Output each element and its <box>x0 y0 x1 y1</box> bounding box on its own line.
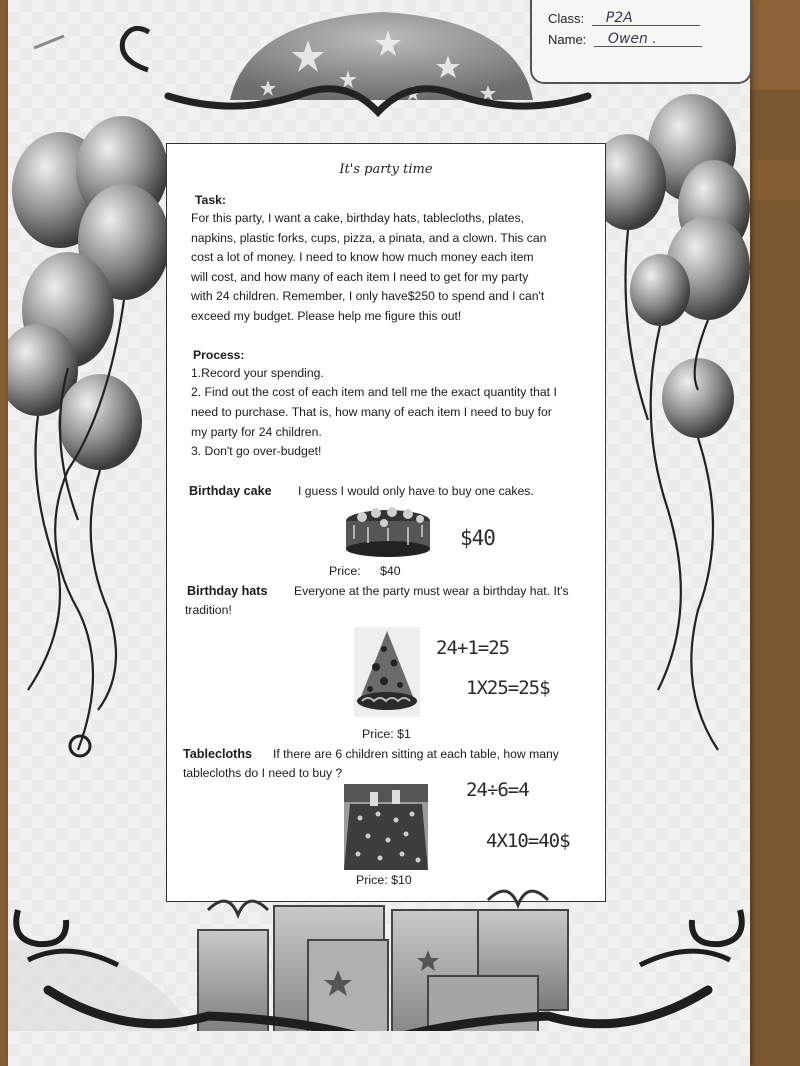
process-line: 3. Don't go over-budget! <box>191 444 322 458</box>
name-label: Name: <box>548 32 587 47</box>
tablecloths-title: Tablecloths <box>183 747 253 761</box>
process-heading: Process: <box>193 348 245 362</box>
process-line: 1.Record your spending. <box>191 366 324 380</box>
student-info-box <box>530 0 752 84</box>
cake-answer-handwriting: $40 <box>460 526 495 550</box>
cake-title: Birthday cake <box>189 484 272 498</box>
process-line: my party for 24 children. <box>191 425 322 439</box>
worksheet-page <box>8 0 750 1066</box>
cake-image <box>342 501 434 559</box>
task-line: cost a lot of money. I need to know how much money each item <box>191 250 534 264</box>
tablecloths-price: Price: $10 <box>356 873 412 887</box>
class-line <box>548 11 700 26</box>
class-handwriting: P2A <box>605 10 633 26</box>
task-line: exceed my budget. Please help me figure this out! <box>191 309 462 323</box>
hats-title: Birthday hats <box>187 584 268 598</box>
task-line: will cost, and how many of each item I need to get for my party <box>191 270 529 284</box>
class-field[interactable] <box>592 11 700 26</box>
tablecloth-image <box>344 784 428 870</box>
tablecloths-description-cont: tablecloths do I need to buy ? <box>183 766 343 780</box>
process-line: 2. Find out the cost of each item and tell me the exact quantity that I <box>191 385 557 399</box>
name-field[interactable] <box>594 32 702 47</box>
name-handwriting: Owen . <box>607 31 657 47</box>
wood-grain <box>748 0 800 90</box>
name-line <box>548 32 702 47</box>
cake-price-label: Price: <box>329 564 361 578</box>
bottom-gift-decoration <box>8 870 750 1031</box>
tablecloths-answer-handwriting: 4X10=40$ <box>486 830 570 852</box>
right-balloons <box>588 90 750 770</box>
class-label: Class: <box>548 11 585 26</box>
cake-description: I guess I would only have to buy one cakes. <box>298 484 534 498</box>
tablecloths-description: If there are 6 children sitting at each table, how many <box>273 747 559 761</box>
wood-grain <box>752 160 800 200</box>
tablecloths-answer-handwriting: 24÷6=4 <box>466 779 529 801</box>
hats-description: Everyone at the party must wear a birthday hat. It's <box>294 584 569 598</box>
process-line: need to purchase. That is, how many of each item I need to buy for <box>191 405 552 419</box>
wood-grain <box>0 0 8 1066</box>
party-hat-image <box>354 627 420 717</box>
task-heading: Task: <box>195 193 226 207</box>
hats-price: Price: $1 <box>362 727 411 741</box>
worksheet-title: It's party time <box>339 162 433 177</box>
hats-answer-handwriting: 24+1=25 <box>436 637 510 659</box>
left-balloons <box>8 110 168 770</box>
worksheet-content <box>166 143 606 902</box>
task-line: with 24 children. Remember, I only have$250 to spend and I can't <box>191 289 545 303</box>
hats-answer-handwriting: 1X25=25$ <box>466 677 550 699</box>
task-line: napkins, plastic forks, cups, pizza, a pinata, and a clown. This can <box>191 231 547 245</box>
cake-price-value: $40 <box>380 564 401 578</box>
task-line: For this party, I want a cake, birthday hats, tablecloths, plates, <box>191 211 525 225</box>
hats-description-cont: tradition! <box>185 603 232 617</box>
